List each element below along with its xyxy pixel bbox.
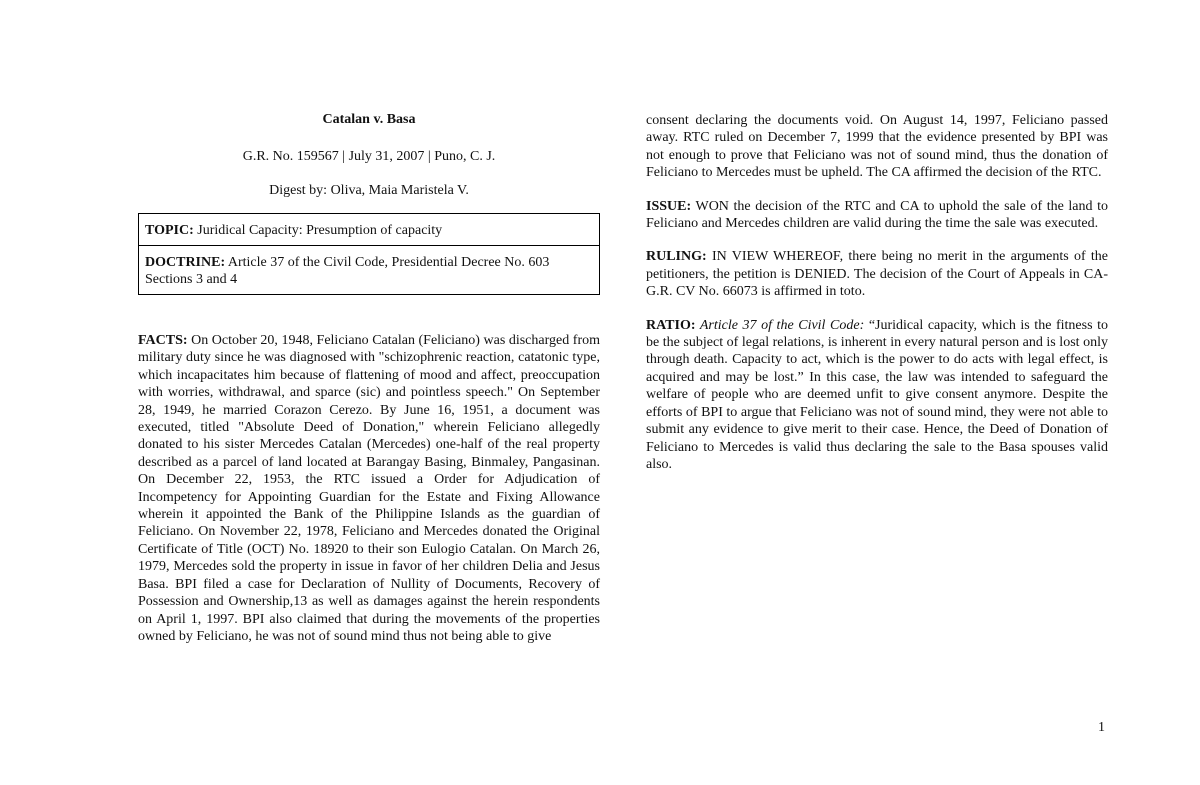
ruling-label: RULING: (646, 249, 707, 265)
topic-doctrine-box (138, 213, 600, 295)
facts-section (138, 332, 600, 645)
topic-text: Juridical Capacity: Presumption of capacity (193, 223, 443, 238)
doctrine-text: Article 37 of the Civil Code, Presidential Decree No. 603 Sections 3 and 4 (145, 255, 550, 287)
ratio-label: RATIO: (646, 317, 696, 333)
ruling-paragraph (646, 248, 1108, 300)
facts-text: On October 20, 1948, Feliciano Catalan (Feliciano) was discharged from military duty since he was diagnosed with "schizophrenic reaction, catatonic type, which incapacitates him because of flattening of mood and affect, preoccupation with worries, withdrawal, and sparce (sic) and pointless speech." On September 28, 1949, he married Corazon Cerezo. By June 16, 1951, a document was executed, titled "Absolute Deed of Donation," wherein Feliciano allegedly donated to his sister Mercedes Catalan (Mercedes) one-half of the real property described as a parcel of land located at Barangay Basing, Binmaley, Pangasinan. On December 22, 1953, the RTC issued a Order for Adjudication of Incompetency for Appointing Guardian for the Estate and Fixing Allowance wherein it appointed the Bank of the Philippine Islands as the guardian of Feliciano. On November 22, 1978, Feliciano and Mercedes donated the Original Certificate of Title (OCT) No. 18920 to their son Eulogio Catalan. On March 26, 1979, Mercedes sold the property in issue in favor of her children Delia and Jesus Basa. BPI filed a case for Declaration of Nullity of Documents, Recovery of Possession and Ownership,13 as well as damages against the herein respondents on April 1, 1997. BPI also claimed that during the movements of the properties owned by Feliciano, he was not of sound mind thus not being able to give (138, 333, 600, 644)
facts-label: FACTS: (138, 333, 188, 348)
digest-author: Digest by: Oliva, Maia Maristela V. (269, 183, 469, 198)
issue-label: ISSUE: (646, 198, 692, 214)
page-number: 1 (1098, 720, 1105, 735)
topic-row (139, 214, 599, 245)
right-column (646, 112, 1108, 473)
case-citation: G.R. No. 159567 | July 31, 2007 | Puno, C. J. (242, 149, 496, 164)
topic-label: TOPIC: (145, 223, 194, 238)
case-title: Catalan v. Basa (322, 112, 416, 127)
facts-continuation: consent declaring the documents void. On August 14, 1997, Feliciano passed away. RTC ruled on December 7, 1999 that the evidence presented by BPI was not enough to prove that Feliciano was not of sound mind, thus the donation of Feliciano to Mercedes must be upheld. The CA affirmed the decision of the RTC. (646, 113, 1108, 181)
issue-text: WON the decision of the RTC and CA to uphold the sale of the land to Feliciano and Mercedes children are valid during the time the sale was executed. (646, 198, 1108, 232)
doctrine-row (139, 245, 599, 294)
ratio-paragraph (646, 317, 1108, 474)
facts-paragraph (138, 332, 600, 645)
ratio-article-reference: Article 37 of the Civil Code: (695, 317, 865, 333)
doctrine-label: DOCTRINE: (145, 255, 226, 270)
ruling-text: IN VIEW WHEREOF, there being no merit in the arguments of the petitioners, the petition is DENIED. The decision of the Court of Appeals in CA-G.R. CV No. 66073 is affirmed in toto. (646, 249, 1108, 300)
ratio-text: “Juridical capacity, which is the fitness to be the subject of legal relations, is inherent in every natural person and is lost only through death. Capacity to act, which is the power to do acts with legal effect, is acquired and may be lost.” In this case, the law was intended to safeguard the welfare of people who are deemed unfit to give consent anymore. Despite the efforts of BPI to argue that Feliciano was not of sound mind, they were not able to submit any evidence to give merit to their case. Hence, the Deed of Donation of Feliciano to Mercedes is valid thus declaring the sale to the Basa spouses valid also. (646, 317, 1108, 472)
left-column (138, 112, 600, 645)
issue-paragraph (646, 198, 1108, 233)
